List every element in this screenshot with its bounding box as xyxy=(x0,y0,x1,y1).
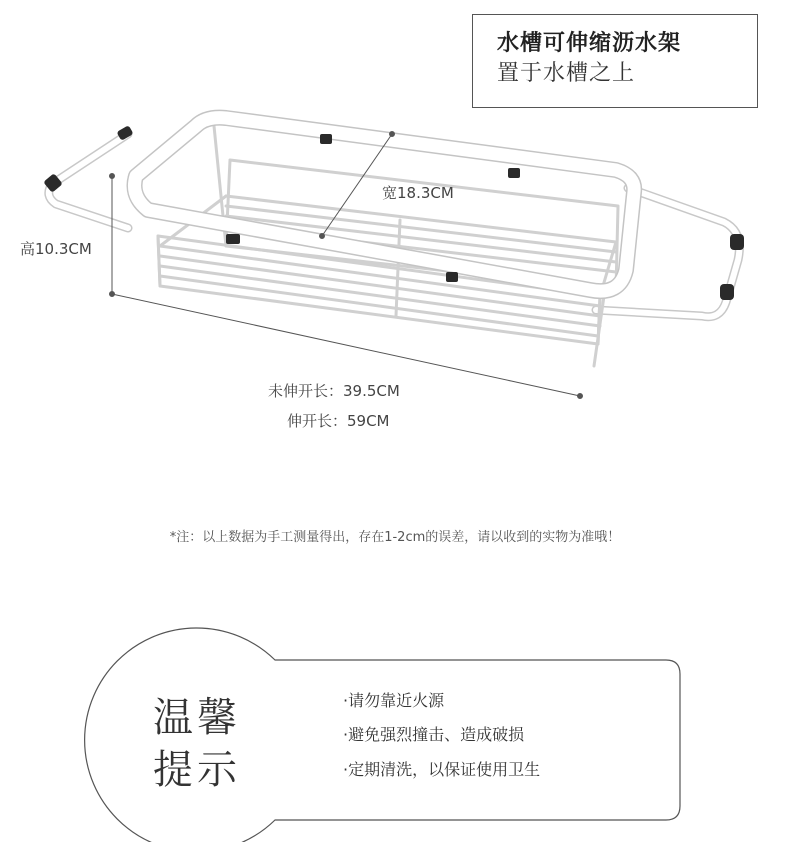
tip-item: ·请勿靠近火源 xyxy=(343,691,445,710)
width-label: 宽18.3CM xyxy=(382,184,454,202)
height-label: 高10.3CM xyxy=(20,240,92,258)
unextended-length-label: 未伸开长：39.5CM xyxy=(268,382,400,400)
tips-heading-line1: 温馨 xyxy=(153,695,241,741)
product-subtitle: 置于水槽之上 xyxy=(497,61,636,86)
extended-length-label: 伸开长：59CM xyxy=(287,412,390,430)
tips-heading-line2: 提示 xyxy=(153,747,241,793)
tip-item: ·避免强烈撞击、造成破损 xyxy=(343,725,525,744)
measurement-note: *注：以上数据为手工测量得出，存在1-2cm的误差，请以收到的实物为准哦！ xyxy=(169,530,621,545)
product-title: 水槽可伸缩沥水架 xyxy=(497,31,682,56)
tip-item: ·定期清洗，以保证使用卫生 xyxy=(343,760,541,779)
